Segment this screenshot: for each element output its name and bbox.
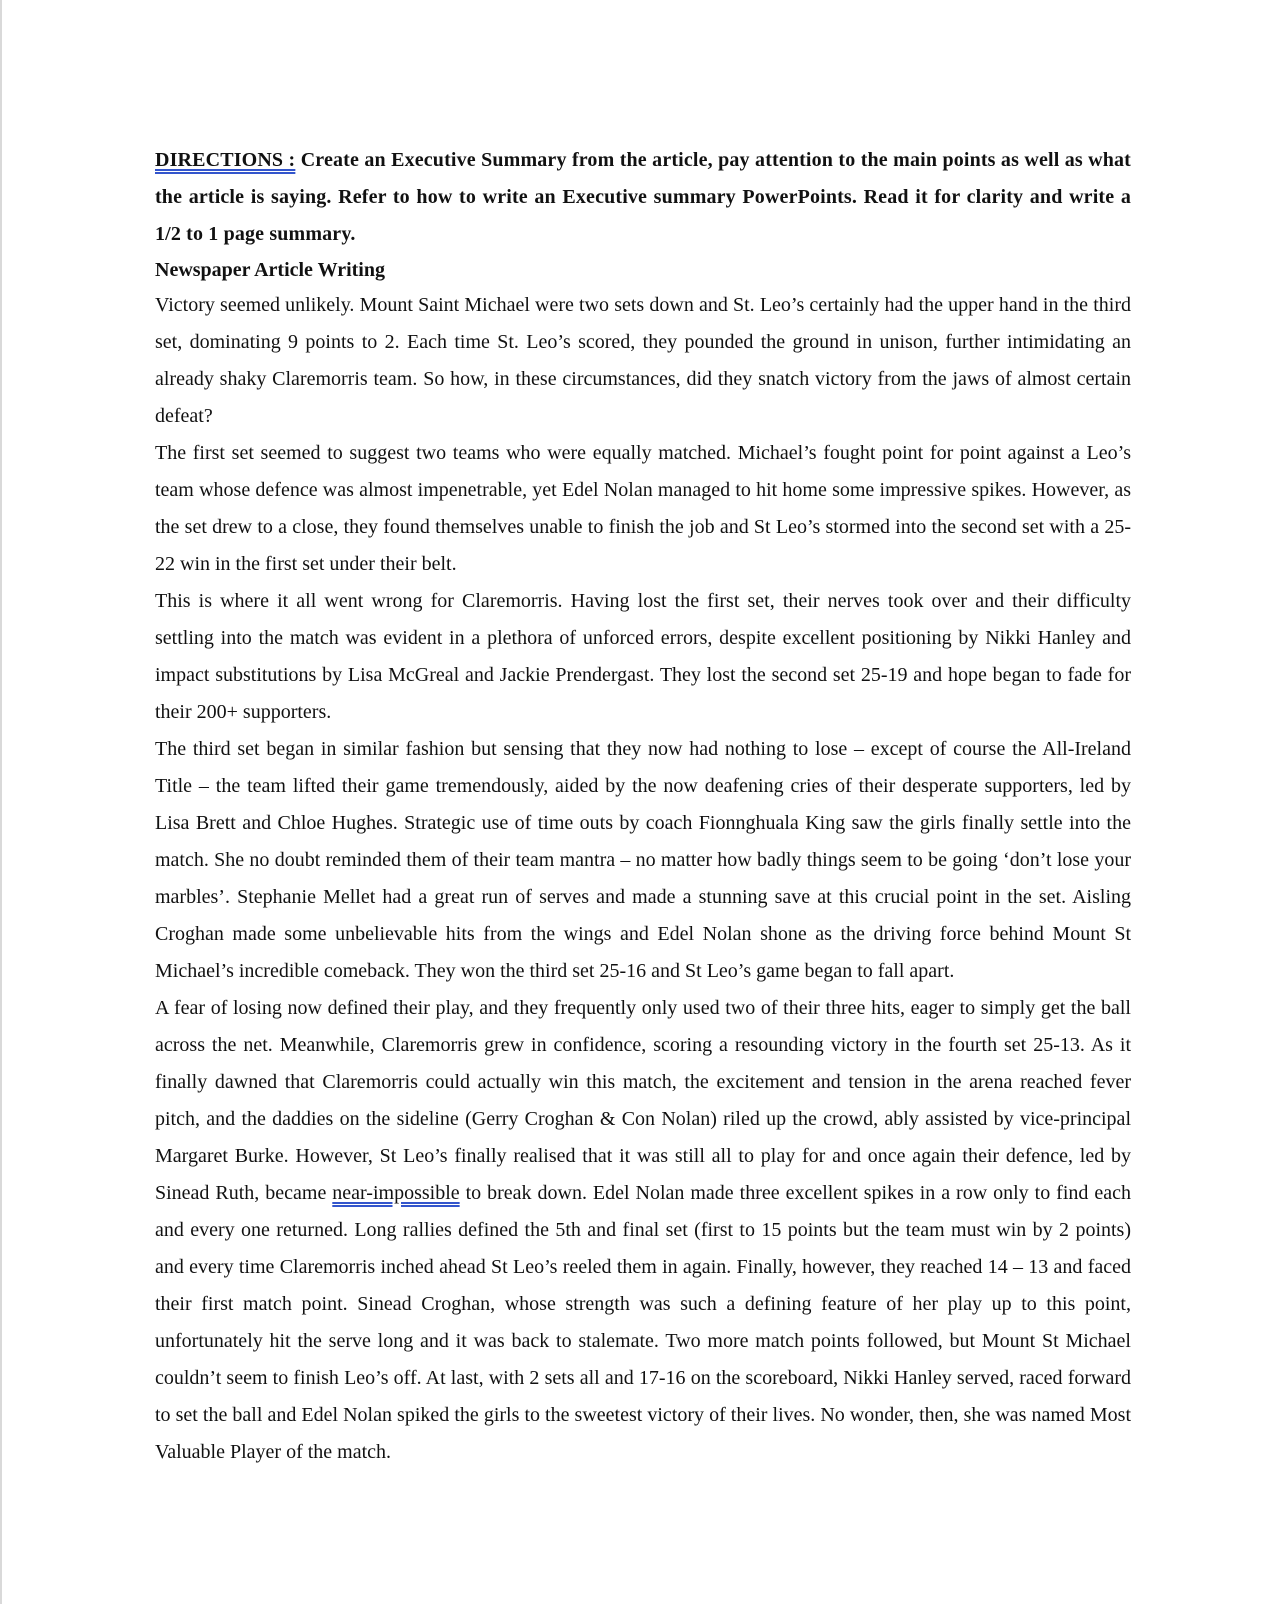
directions-text: Create an Executive Summary from the article, pay attention to the main points as well as what the article is saying. Refer to how to write an Executive summary PowerPoints. Read it for clarity and write a 1/2 to 1 page summary. (155, 149, 1131, 245)
article-paragraph-5 (155, 990, 1131, 1471)
directions (155, 142, 1131, 253)
article-heading: Newspaper Article Writing (155, 259, 385, 281)
article-paragraph-4: The third set began in similar fashion but sensing that they now had nothing to lose – except of course the All-Ireland Title – the team lifted their game tremendously, aided by the now deafening cries of their desperate supporters, led by Lisa Brett and Chloe Hughes. Strategic use of time outs by coach Fionnghuala King saw the girls finally settle into the match. She no doubt reminded them of their team mantra – no matter how badly things seem to be going ‘don’t lose your marbles’. Stephanie Mellet had a great run of serves and made a stunning save at this crucial point in the set. Aisling Croghan made some unbelievable hits from the wings and Edel Nolan shone as the driving force behind Mount St Michael’s incredible comeback. They won the third set 25-16 and St Leo’s game began to fall apart. (155, 738, 1131, 982)
page-edge (0, 0, 2, 1604)
directions-label: DIRECTIONS : (155, 149, 296, 171)
article-paragraph-1: Victory seemed unlikely. Mount Saint Michael were two sets down and St. Leo’s certainly had the upper hand in the third set, dominating 9 points to 2. Each time St. Leo’s scored, they pounded the ground in unison, further intimidating an already shaky Claremorris team. So how, in these circumstances, did they snatch victory from the jaws of almost certain defeat? (155, 294, 1131, 427)
document-page (155, 142, 1131, 1471)
article-paragraph-2: The first set seemed to suggest two teams who were equally matched. Michael’s fought point for point against a Leo’s team whose defence was almost impenetrable, yet Edel Nolan managed to hit home some impressive spikes. However, as the set drew to a close, they found themselves unable to finish the job and St Leo’s stormed into the second set with a 25-22 win in the first set under their belt. (155, 442, 1131, 575)
article-paragraph-3: This is where it all went wrong for Claremorris. Having lost the first set, their nerves took over and their difficulty settling into the match was evident in a plethora of unforced errors, despite excellent positioning by Nikki Hanley and impact substitutions by Lisa McGreal and Jackie Prendergast. They lost the second set 25-19 and hope began to fade for their 200+ supporters. (155, 590, 1131, 723)
article-paragraph-5-end: to break down. Edel Nolan made three excellent spikes in a row only to find each and every one returned. Long rallies defined the 5th and final set (first to 15 points but the team must win by 2 points) and every time Claremorris inched ahead St Leo’s reeled them in again. Finally, however, they reached 14 – 13 and faced their first match point. Sinead Croghan, whose strength was such a defining feature of her play up to this point, unfortunately hit the serve long and it was back to stalemate. Two more match points followed, but Mount St Michael couldn’t seem to finish Leo’s off. At last, with 2 sets all and 17-16 on the scoreboard, Nikki Hanley served, raced forward to set the ball and Edel Nolan spiked the girls to the sweetest victory of their lives. No wonder, then, she was named Most Valuable Player of the match. (155, 1182, 1131, 1463)
article-paragraph-5-start: A fear of losing now defined their play, and they frequently only used two of their three hits, eager to simply get the ball across the net. Meanwhile, Claremorris grew in confidence, scoring a resounding victory in the fourth set 25-13. As it finally dawned that Claremorris could actually win this match, the excitement and tension in the arena reached fever pitch, and the daddies on the sideline (Gerry Croghan & Con Nolan) riled up the crowd, ably assisted by vice-principal Margaret Burke. However, St Leo’s finally realised that it was still all to play for and once again their defence, led by Sinead Ruth, became (155, 997, 1131, 1204)
grammar-flagged-word[interactable]: near-impossible (332, 1182, 460, 1204)
